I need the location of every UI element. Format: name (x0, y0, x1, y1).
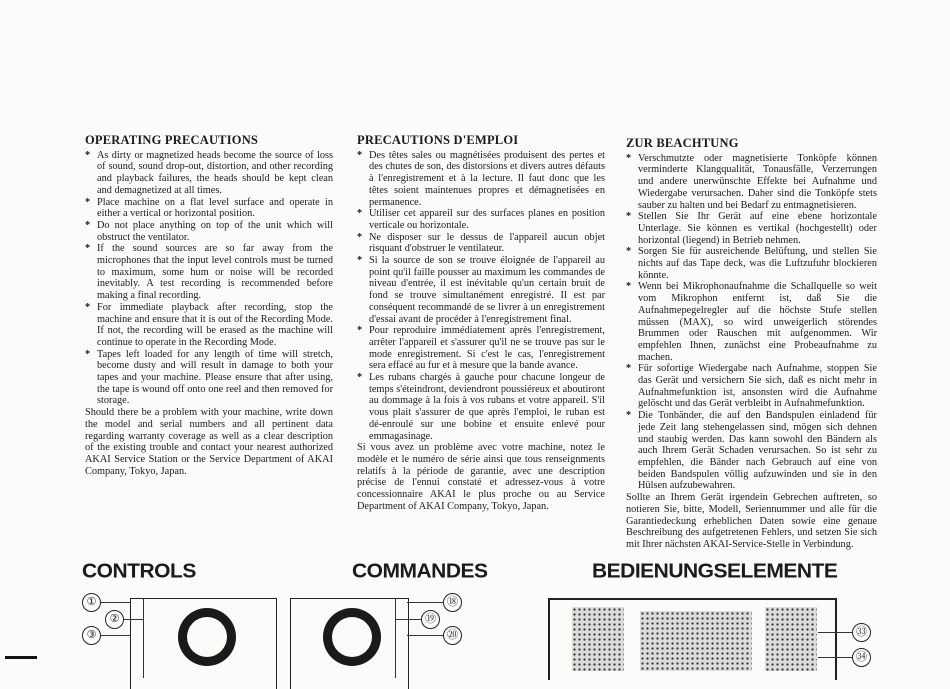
leader-line (818, 657, 852, 658)
zur-beachtung-section (626, 138, 877, 551)
callout-1: ① (82, 593, 101, 612)
list-item: * Verschmutzte oder magnetisierte Tonköpfe können verminderte Klangqualität, Tonausfälle, Verzerrungen und andere unerwünschte Effekte bei Aufnahme und Wiedergabe verursachen. Daher sind die Tonköpfe stets sauber zu halten und bei Bedarf zu entmagnetisieren. (626, 153, 877, 212)
list-item: * Sorgen Sie für ausreichende Belüftung, und stellen Sie nichts auf das Tape deck, was die Luftzufuhr blockieren könnte. (626, 246, 877, 281)
list-item: * Des têtes sales ou magnétisées produisent des pertes et des chutes de son, des distorsions et divers autres défauts à l'enregistrement et à la lecture. Il faut donc que les têtes soient maintenues propres et démagnetisées en permanence. (357, 150, 605, 209)
leader-line (101, 635, 131, 636)
speaker-grille (640, 611, 752, 671)
list-item: * Pour reproduire immédiatement après l'enregistrement, arrêter l'appareil et s'assurer qu'il ne se trouve pas sur le mode enregistrement. Si c'est le cas, l'enregistrement sera effacé au fur et à mesure que la bande avance. (357, 325, 605, 372)
leader-line (124, 619, 144, 620)
panel-divider (143, 598, 144, 678)
speaker-grille (572, 607, 624, 671)
callout-20: ⑳ (443, 626, 462, 645)
list-item: * As dirty or magnetized heads become the source of loss of sound, sound drop-out, distortion, and other recording and playback failures, the heads should be kept clean and demagnetized at all times. (85, 150, 333, 197)
callout-33: ㉝ (852, 623, 871, 642)
list-item: * Die Tonbänder, die auf den Bandspulen einladend für jede Zeit lang stehengelassen sind, mögen sich dehnen und staubig werden. Das kann sowohl den Bändern als auch Ihrem Gerät Schaden verursachen. So ist sehr zu empfehlen, die Bänder nach Gebrauch auf eine von beiden Bandspulen völlig aufzuwinden und sie in den Hülsen aufzubewahren. (626, 410, 877, 492)
leader-line (396, 619, 421, 620)
list-item: * If the sound sources are so far away from the microphones that the input level controls must be turned to maximum, some hum or noise will be recorded inevitably. A test recording is recommended before making a final recording. (85, 243, 333, 302)
list-item: * Utiliser cet appareil sur des surfaces planes en position verticale ou horizontale. (357, 208, 605, 231)
precautions-emploi-section (357, 135, 605, 513)
callout-3: ③ (82, 626, 101, 645)
leader-line (407, 635, 443, 636)
service-paragraph: Should there be a problem with your machine, write down the model and serial numbers and all pertinent data regarding warranty coverage as well as a clear description of the existing trouble and contact your nearest authorized AKAI Service Station or the Service Department of AKAI Company, Tokyo, Japan. (85, 407, 333, 477)
precautions-list (85, 150, 333, 407)
bedienungselemente-title: BEDIENUNGSELEMENTE (592, 560, 838, 583)
operating-precautions-section (85, 135, 333, 477)
list-item: * For immediate playback after recording, stop the machine and ensure that it is out of the Recording Mode. If not, the recording will be erased as the machine will continue to operate in the Recording Mode. (85, 302, 333, 349)
list-item: * Ne disposer sur le dessus de l'appareil aucun objet risquant d'obstruer le ventilateur. (357, 232, 605, 255)
list-item: * Si la source de son se trouve éloignée de l'appareil au point qu'il faille pousser au maximum les commandes de niveau d'entrée, il est inévitable qu'un certain bruit de fond se trouve simultanément enregistré. Il est par conséquent recommandé de se livrer à un enregistrement d'essai avant de procéder à l'enregistrement final. (357, 255, 605, 325)
precautions-list (626, 153, 877, 492)
service-paragraph: Sollte an Ihrem Gerät irgendein Gebrechen auftreten, so notieren Sie, bitte, Modell, Seriennummer und alle für die Garantiedeckung erheblichen Daten sowie eine genaue Beschreibung des aufgetretenen Fehlers, und setzen Sie sich mit Ihrer nächsten AKAI-Service-Stelle in Verbindung. (626, 492, 877, 550)
callout-19: ⑲ (421, 610, 440, 629)
speaker-grille (765, 607, 817, 671)
callout-34: ㉞ (852, 648, 871, 667)
list-item: * Wenn bei Mikrophonaufnahme die Schallquelle so weit vom Mikrophon entfernt ist, daß Sie die Aufnahmepegelregler auf die höchste Stufe stellen müssen (MAX), so wird unweigerlich störendes Brummen oder Rauschen mit aufgenommen. Wir empfehlen Ihnen, zunächst eine Probeaufnahme zu machen. (626, 281, 877, 363)
precautions-list (357, 150, 605, 443)
service-paragraph: Si vous avez un problème avec votre machine, notez le modèle et le numéro de série ainsi que tous renseignments relatifs à la période de garantie, avec une description précise de l'ennui constaté et adressez-vous à votre concessionnaire AKAI le plus proche ou au Service Department of AKAI Company, Tokyo, Japan. (357, 442, 605, 512)
section-heading: ZUR BEACHTUNG (626, 136, 739, 150)
panel-divider (395, 598, 396, 678)
commandes-title: COMMANDES (352, 560, 488, 583)
callout-2: ② (105, 610, 124, 629)
section-heading: OPERATING PRECAUTIONS (85, 133, 259, 147)
reel-knob-left (178, 608, 236, 666)
list-item: * Tapes left loaded for any length of time will stretch, become dusty and will result in damage to both your tapes and your machine. Please ensure that after using, the tape is wound off onto one reel and then removed for storage. (85, 349, 333, 408)
scan-mark (5, 656, 37, 659)
list-item: * Les rubans chargés à gauche pour chacune longeur de temps s'éteindront, deviendront poussiéreux et aboutiront au dommage à la fois à vos rubans et votre appareil. S'il vous plait s'assurer de que après l'emploi, le ruban est dé-enroulé sur une bobine et ensuite enlevé pour emmagasinage. (357, 372, 605, 442)
list-item: * Für sofortige Wiedergabe nach Aufnahme, stoppen Sie das Gerät und versichern Sie sich, daß es nicht mehr in Aufnahmefunktion ist, ansonsten wird die Aufnahme gelöscht und das Gerät verbleibt in Aufnahmefunktion. (626, 363, 877, 410)
leader-line (101, 602, 131, 603)
leader-line (407, 602, 443, 603)
section-heading: PRECAUTIONS D'EMPLOI (357, 133, 519, 147)
list-item: * Do not place anything on top of the unit which will obstruct the ventilator. (85, 220, 333, 243)
controls-title: CONTROLS (82, 560, 196, 583)
list-item: * Place machine on a flat level surface and operate in either a vertical or horizontal position. (85, 197, 333, 220)
callout-18: ⑱ (443, 593, 462, 612)
leader-line (818, 632, 852, 633)
reel-knob-right (323, 608, 381, 666)
list-item: * Stellen Sie Ihr Gerät auf eine ebene horizontale Unterlage. Sie können es vertikal (hochgestellt) oder horizontal (liegend) in Betrieb nehmen. (626, 211, 877, 246)
